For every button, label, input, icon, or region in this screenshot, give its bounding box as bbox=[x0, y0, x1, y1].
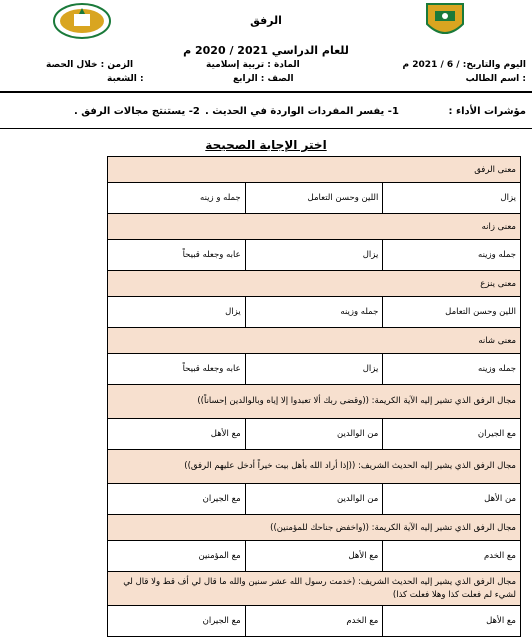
answer-option[interactable]: عابه وجعله قبيحاً bbox=[108, 354, 246, 385]
indicator-divider bbox=[0, 128, 532, 129]
answer-option[interactable]: يزال bbox=[383, 183, 521, 214]
answer-option[interactable]: اللين وحسن التعامل bbox=[383, 297, 521, 328]
indicators-label: مؤشرات الأداء : bbox=[448, 106, 526, 117]
question-8: مجال الرفق الذي يشير إليه الحديث الشريف: (خدمت رسول الله عشر سنين والله ما قال لي أف قط ولا قال لي لشيء لم فعلت كذا وهلا فعلت كذا) bbox=[108, 572, 521, 606]
answer-option[interactable]: مع الأهل bbox=[108, 419, 246, 450]
answer-option[interactable]: جمله وزينه bbox=[383, 354, 521, 385]
answer-option[interactable]: مع الجيران bbox=[383, 419, 521, 450]
answer-option[interactable]: جمله وزينه bbox=[383, 240, 521, 271]
answer-option[interactable]: يزال bbox=[245, 354, 383, 385]
indicator-two: 2- يستنتج مجالات الرفق . bbox=[74, 106, 200, 117]
answer-option[interactable]: جمله و زينه bbox=[108, 183, 246, 214]
answer-option[interactable]: يزال bbox=[245, 240, 383, 271]
time-field: الزمن : خلال الحصة bbox=[46, 60, 134, 70]
section-field: الشعبة : bbox=[107, 74, 144, 84]
answer-option[interactable]: مع الأهل bbox=[383, 606, 521, 637]
answer-option[interactable]: مع الخدم bbox=[383, 541, 521, 572]
answer-option[interactable]: مع الجيران bbox=[108, 484, 246, 515]
date-field: اليوم والتاريخ: / 6 / 2021 م bbox=[402, 60, 526, 70]
answer-option[interactable]: اللين وحسن التعامل bbox=[245, 183, 383, 214]
grade-field: الصف : الرابع bbox=[233, 74, 294, 84]
question-7: مجال الرفق الذي تشير إليه الآية الكريمة: ((واخفض جناحك للمؤمنين)) bbox=[108, 515, 521, 541]
subject-field: المادة : تربية إسلامية bbox=[206, 60, 300, 70]
page-title: الرفق bbox=[250, 14, 282, 27]
question-4: معنى شانه bbox=[108, 328, 521, 354]
answer-option[interactable]: عابه وجعله قبيحاً bbox=[108, 240, 246, 271]
answer-option[interactable]: من الأهل bbox=[383, 484, 521, 515]
answer-option[interactable]: مع الجيران bbox=[108, 606, 246, 637]
questions-table bbox=[107, 156, 521, 637]
answer-option[interactable]: مع المؤمنين bbox=[108, 541, 246, 572]
question-2: معنى زانه bbox=[108, 214, 521, 240]
header-divider bbox=[0, 91, 532, 93]
question-3: معنى ينزع bbox=[108, 271, 521, 297]
answer-option[interactable]: مع الخدم bbox=[245, 606, 383, 637]
indicator-one: 1- يفسر المفردات الواردة في الحديث . bbox=[205, 106, 399, 117]
question-1: معنى الرفق bbox=[108, 157, 521, 183]
answer-option[interactable]: من الوالدين bbox=[245, 484, 383, 515]
section-heading: اختر الإجابة الصحيحة bbox=[205, 138, 327, 152]
student-name-label: اسم الطالب : bbox=[465, 74, 526, 84]
question-5: مجال الرفق الذي تشير إليه الآية الكريمة: ((وقضى ربك ألا تعبدوا إلا إياه وبالوالدين إحساناً)) bbox=[108, 385, 521, 419]
academic-year: للعام الدراسي 2021 / 2020 م bbox=[183, 44, 349, 57]
answer-option[interactable]: يزال bbox=[108, 297, 246, 328]
answer-option[interactable]: من الوالدين bbox=[245, 419, 383, 450]
question-6: مجال الرفق الذي يشير إليه الحديث الشريف: ((إذا أراد الله بأهل بيت خيراً أدخل عليهم الرفق)) bbox=[108, 450, 521, 484]
answer-option[interactable]: مع الأهل bbox=[245, 541, 383, 572]
answer-option[interactable]: جمله وزينه bbox=[245, 297, 383, 328]
